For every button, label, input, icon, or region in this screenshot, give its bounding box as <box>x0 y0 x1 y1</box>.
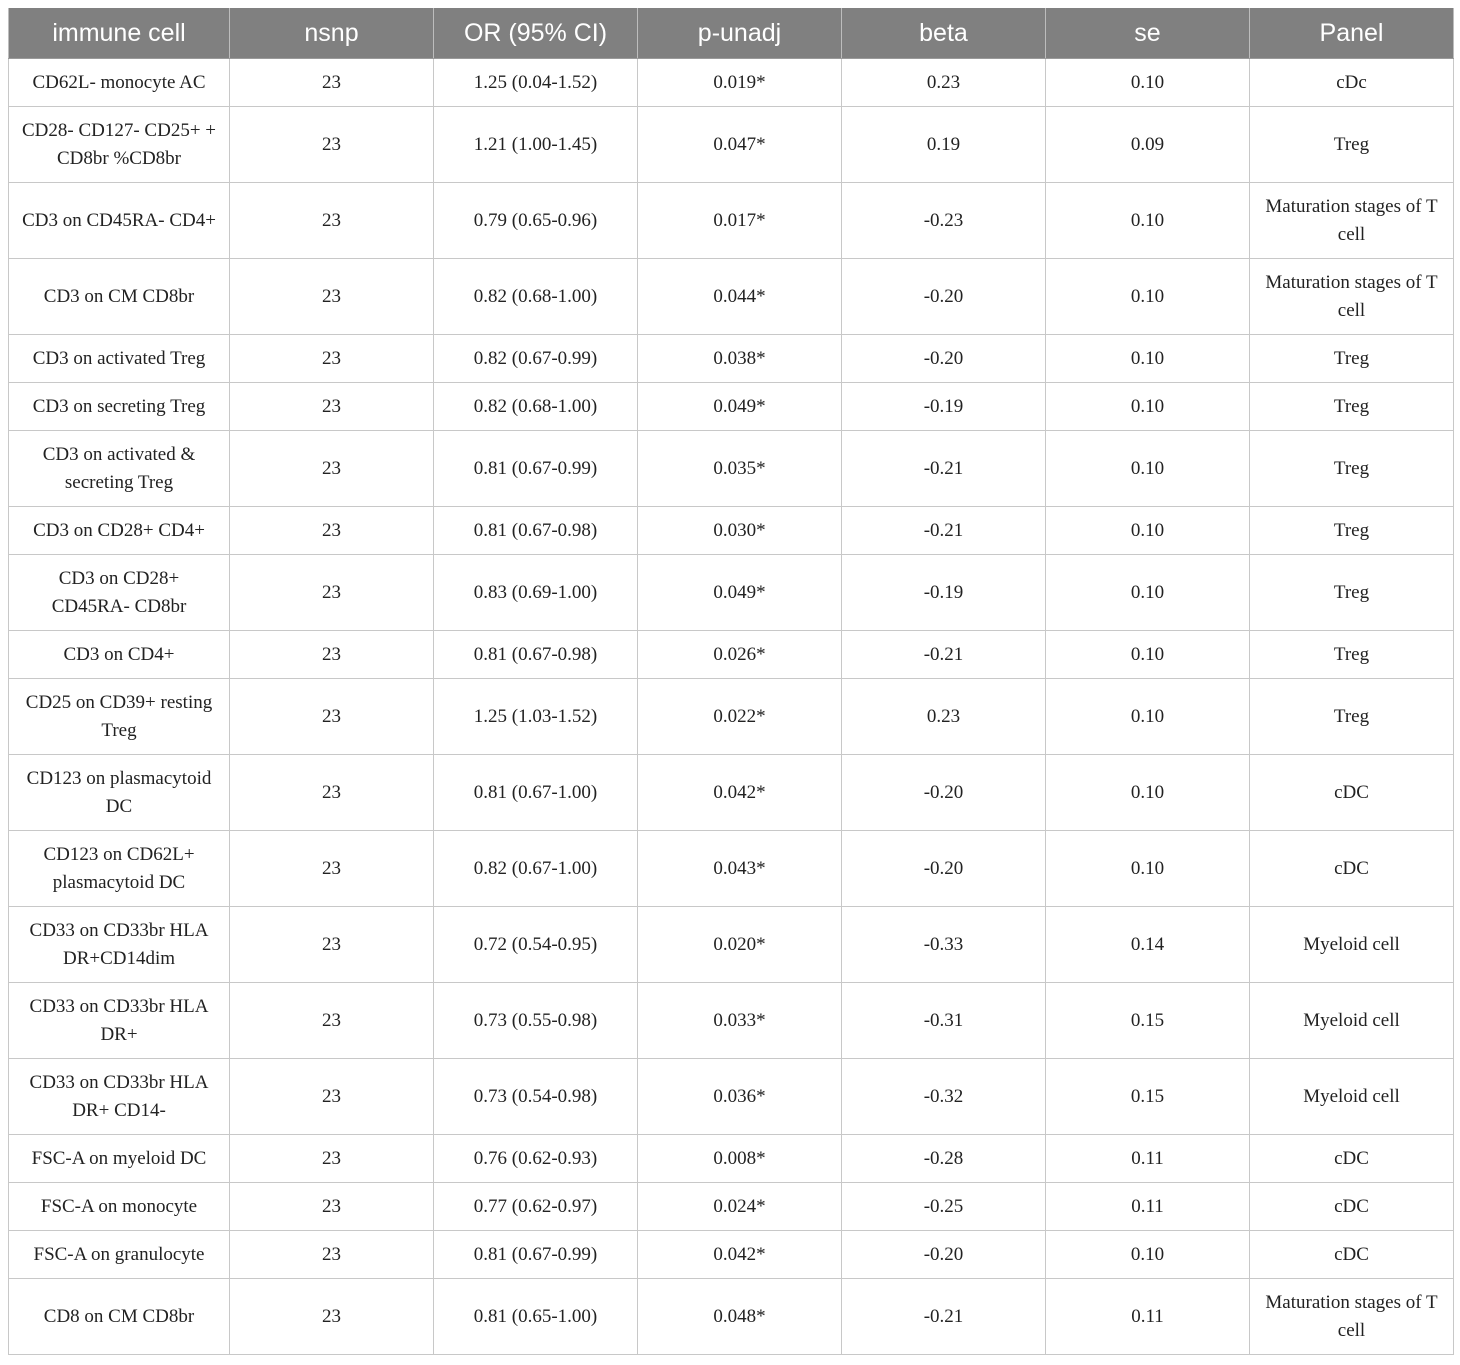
table-row <box>9 755 1454 831</box>
cell-beta: -0.21 <box>842 631 1046 679</box>
cell-or-ci: 0.81 (0.67-0.99) <box>434 431 638 507</box>
cell-nsnp: 23 <box>230 1183 434 1231</box>
cell-beta: -0.23 <box>842 183 1046 259</box>
table-row <box>9 335 1454 383</box>
cell-nsnp: 23 <box>230 831 434 907</box>
cell-beta: -0.25 <box>842 1183 1046 1231</box>
cell-nsnp: 23 <box>230 755 434 831</box>
cell-nsnp: 23 <box>230 431 434 507</box>
cell-p-unadj: 0.022* <box>638 679 842 755</box>
cell-panel: Myeloid cell <box>1250 1059 1454 1135</box>
cell-or-ci: 0.73 (0.54-0.98) <box>434 1059 638 1135</box>
cell-se: 0.10 <box>1046 259 1250 335</box>
cell-se: 0.10 <box>1046 831 1250 907</box>
cell-se: 0.11 <box>1046 1135 1250 1183</box>
cell-panel: cDC <box>1250 1231 1454 1279</box>
cell-beta: 0.19 <box>842 107 1046 183</box>
cell-immune-cell: FSC-A on granulocyte <box>9 1231 230 1279</box>
cell-panel: cDC <box>1250 831 1454 907</box>
cell-panel: Treg <box>1250 383 1454 431</box>
table-row <box>9 1183 1454 1231</box>
cell-p-unadj: 0.048* <box>638 1279 842 1355</box>
results-table <box>8 8 1454 1355</box>
cell-p-unadj: 0.008* <box>638 1135 842 1183</box>
cell-beta: -0.32 <box>842 1059 1046 1135</box>
cell-beta: 0.23 <box>842 59 1046 107</box>
cell-or-ci: 0.81 (0.65-1.00) <box>434 1279 638 1355</box>
table-row <box>9 679 1454 755</box>
cell-p-unadj: 0.035* <box>638 431 842 507</box>
cell-or-ci: 1.25 (1.03-1.52) <box>434 679 638 755</box>
cell-immune-cell: CD28- CD127- CD25+ + CD8br %CD8br <box>9 107 230 183</box>
cell-immune-cell: FSC-A on monocyte <box>9 1183 230 1231</box>
cell-beta: -0.20 <box>842 1231 1046 1279</box>
table-row <box>9 631 1454 679</box>
header-panel: Panel <box>1250 8 1454 59</box>
cell-immune-cell: CD3 on CD45RA- CD4+ <box>9 183 230 259</box>
cell-immune-cell: CD25 on CD39+ resting Treg <box>9 679 230 755</box>
cell-panel: Treg <box>1250 107 1454 183</box>
cell-beta: 0.23 <box>842 679 1046 755</box>
cell-nsnp: 23 <box>230 555 434 631</box>
cell-panel: Treg <box>1250 631 1454 679</box>
cell-panel: Treg <box>1250 679 1454 755</box>
cell-or-ci: 0.81 (0.67-1.00) <box>434 755 638 831</box>
cell-beta: -0.21 <box>842 1279 1046 1355</box>
cell-immune-cell: CD3 on secreting Treg <box>9 383 230 431</box>
table-header <box>9 8 1454 59</box>
cell-or-ci: 0.81 (0.67-0.98) <box>434 631 638 679</box>
cell-se: 0.10 <box>1046 507 1250 555</box>
cell-nsnp: 23 <box>230 335 434 383</box>
cell-beta: -0.20 <box>842 831 1046 907</box>
cell-or-ci: 0.81 (0.67-0.98) <box>434 507 638 555</box>
cell-se: 0.10 <box>1046 755 1250 831</box>
table-body <box>9 59 1454 1355</box>
cell-p-unadj: 0.042* <box>638 755 842 831</box>
cell-nsnp: 23 <box>230 1279 434 1355</box>
cell-p-unadj: 0.026* <box>638 631 842 679</box>
cell-panel: Maturation stages of T cell <box>1250 183 1454 259</box>
cell-panel: cDC <box>1250 1183 1454 1231</box>
cell-se: 0.11 <box>1046 1183 1250 1231</box>
cell-immune-cell: CD3 on CD4+ <box>9 631 230 679</box>
cell-se: 0.09 <box>1046 107 1250 183</box>
cell-panel: Maturation stages of T cell <box>1250 1279 1454 1355</box>
cell-p-unadj: 0.049* <box>638 383 842 431</box>
cell-or-ci: 0.73 (0.55-0.98) <box>434 983 638 1059</box>
table-row <box>9 431 1454 507</box>
header-se: se <box>1046 8 1250 59</box>
cell-se: 0.15 <box>1046 1059 1250 1135</box>
header-immune-cell: immune cell <box>9 8 230 59</box>
cell-beta: -0.31 <box>842 983 1046 1059</box>
cell-beta: -0.19 <box>842 555 1046 631</box>
cell-se: 0.10 <box>1046 555 1250 631</box>
cell-p-unadj: 0.038* <box>638 335 842 383</box>
cell-immune-cell: CD3 on activated & secreting Treg <box>9 431 230 507</box>
cell-se: 0.10 <box>1046 183 1250 259</box>
cell-or-ci: 0.77 (0.62-0.97) <box>434 1183 638 1231</box>
cell-nsnp: 23 <box>230 1231 434 1279</box>
cell-p-unadj: 0.047* <box>638 107 842 183</box>
cell-immune-cell: CD123 on plasmacytoid DC <box>9 755 230 831</box>
cell-se: 0.14 <box>1046 907 1250 983</box>
cell-beta: -0.20 <box>842 335 1046 383</box>
cell-nsnp: 23 <box>230 679 434 755</box>
cell-p-unadj: 0.042* <box>638 1231 842 1279</box>
table-row <box>9 1135 1454 1183</box>
cell-panel: cDC <box>1250 1135 1454 1183</box>
table-row <box>9 259 1454 335</box>
cell-beta: -0.20 <box>842 755 1046 831</box>
cell-se: 0.10 <box>1046 1231 1250 1279</box>
cell-nsnp: 23 <box>230 907 434 983</box>
cell-or-ci: 0.81 (0.67-0.99) <box>434 1231 638 1279</box>
cell-beta: -0.21 <box>842 507 1046 555</box>
cell-p-unadj: 0.044* <box>638 259 842 335</box>
cell-nsnp: 23 <box>230 1135 434 1183</box>
cell-or-ci: 0.76 (0.62-0.93) <box>434 1135 638 1183</box>
cell-p-unadj: 0.043* <box>638 831 842 907</box>
cell-p-unadj: 0.036* <box>638 1059 842 1135</box>
cell-nsnp: 23 <box>230 107 434 183</box>
cell-immune-cell: CD33 on CD33br HLA DR+ CD14- <box>9 1059 230 1135</box>
cell-nsnp: 23 <box>230 983 434 1059</box>
cell-or-ci: 1.21 (1.00-1.45) <box>434 107 638 183</box>
cell-immune-cell: CD8 on CM CD8br <box>9 1279 230 1355</box>
cell-beta: -0.28 <box>842 1135 1046 1183</box>
header-nsnp: nsnp <box>230 8 434 59</box>
cell-immune-cell: CD123 on CD62L+ plasmacytoid DC <box>9 831 230 907</box>
table-row <box>9 1231 1454 1279</box>
cell-nsnp: 23 <box>230 1059 434 1135</box>
cell-nsnp: 23 <box>230 259 434 335</box>
cell-immune-cell: CD62L- monocyte AC <box>9 59 230 107</box>
cell-immune-cell: FSC-A on myeloid DC <box>9 1135 230 1183</box>
cell-panel: Myeloid cell <box>1250 907 1454 983</box>
cell-or-ci: 0.83 (0.69-1.00) <box>434 555 638 631</box>
cell-or-ci: 1.25 (0.04-1.52) <box>434 59 638 107</box>
cell-se: 0.10 <box>1046 383 1250 431</box>
table-row <box>9 555 1454 631</box>
cell-immune-cell: CD3 on activated Treg <box>9 335 230 383</box>
cell-p-unadj: 0.030* <box>638 507 842 555</box>
cell-nsnp: 23 <box>230 183 434 259</box>
cell-se: 0.11 <box>1046 1279 1250 1355</box>
cell-nsnp: 23 <box>230 59 434 107</box>
cell-immune-cell: CD33 on CD33br HLA DR+ <box>9 983 230 1059</box>
cell-immune-cell: CD3 on CD28+ CD4+ <box>9 507 230 555</box>
cell-panel: Maturation stages of T cell <box>1250 259 1454 335</box>
table-row <box>9 1059 1454 1135</box>
header-row <box>9 8 1454 59</box>
header-or-ci: OR (95% CI) <box>434 8 638 59</box>
table-row <box>9 59 1454 107</box>
cell-se: 0.15 <box>1046 983 1250 1059</box>
cell-beta: -0.33 <box>842 907 1046 983</box>
cell-se: 0.10 <box>1046 335 1250 383</box>
table-row <box>9 383 1454 431</box>
results-table-container <box>8 8 1453 1355</box>
table-row <box>9 907 1454 983</box>
table-row <box>9 983 1454 1059</box>
table-row <box>9 507 1454 555</box>
cell-immune-cell: CD3 on CM CD8br <box>9 259 230 335</box>
cell-panel: cDC <box>1250 755 1454 831</box>
cell-p-unadj: 0.020* <box>638 907 842 983</box>
cell-panel: Treg <box>1250 431 1454 507</box>
header-beta: beta <box>842 8 1046 59</box>
cell-or-ci: 0.82 (0.68-1.00) <box>434 259 638 335</box>
cell-panel: cDc <box>1250 59 1454 107</box>
table-row <box>9 1279 1454 1355</box>
cell-p-unadj: 0.024* <box>638 1183 842 1231</box>
cell-p-unadj: 0.049* <box>638 555 842 631</box>
cell-se: 0.10 <box>1046 59 1250 107</box>
cell-nsnp: 23 <box>230 631 434 679</box>
cell-se: 0.10 <box>1046 431 1250 507</box>
table-row <box>9 107 1454 183</box>
cell-panel: Treg <box>1250 555 1454 631</box>
cell-or-ci: 0.82 (0.68-1.00) <box>434 383 638 431</box>
table-row <box>9 183 1454 259</box>
cell-or-ci: 0.72 (0.54-0.95) <box>434 907 638 983</box>
cell-panel: Treg <box>1250 507 1454 555</box>
cell-panel: Myeloid cell <box>1250 983 1454 1059</box>
cell-p-unadj: 0.017* <box>638 183 842 259</box>
cell-or-ci: 0.82 (0.67-1.00) <box>434 831 638 907</box>
cell-or-ci: 0.82 (0.67-0.99) <box>434 335 638 383</box>
cell-nsnp: 23 <box>230 383 434 431</box>
cell-se: 0.10 <box>1046 631 1250 679</box>
cell-se: 0.10 <box>1046 679 1250 755</box>
cell-panel: Treg <box>1250 335 1454 383</box>
cell-nsnp: 23 <box>230 507 434 555</box>
cell-beta: -0.19 <box>842 383 1046 431</box>
cell-beta: -0.21 <box>842 431 1046 507</box>
table-row <box>9 831 1454 907</box>
cell-or-ci: 0.79 (0.65-0.96) <box>434 183 638 259</box>
cell-p-unadj: 0.033* <box>638 983 842 1059</box>
header-p-unadj: p-unadj <box>638 8 842 59</box>
cell-p-unadj: 0.019* <box>638 59 842 107</box>
cell-beta: -0.20 <box>842 259 1046 335</box>
cell-immune-cell: CD3 on CD28+ CD45RA- CD8br <box>9 555 230 631</box>
cell-immune-cell: CD33 on CD33br HLA DR+CD14dim <box>9 907 230 983</box>
